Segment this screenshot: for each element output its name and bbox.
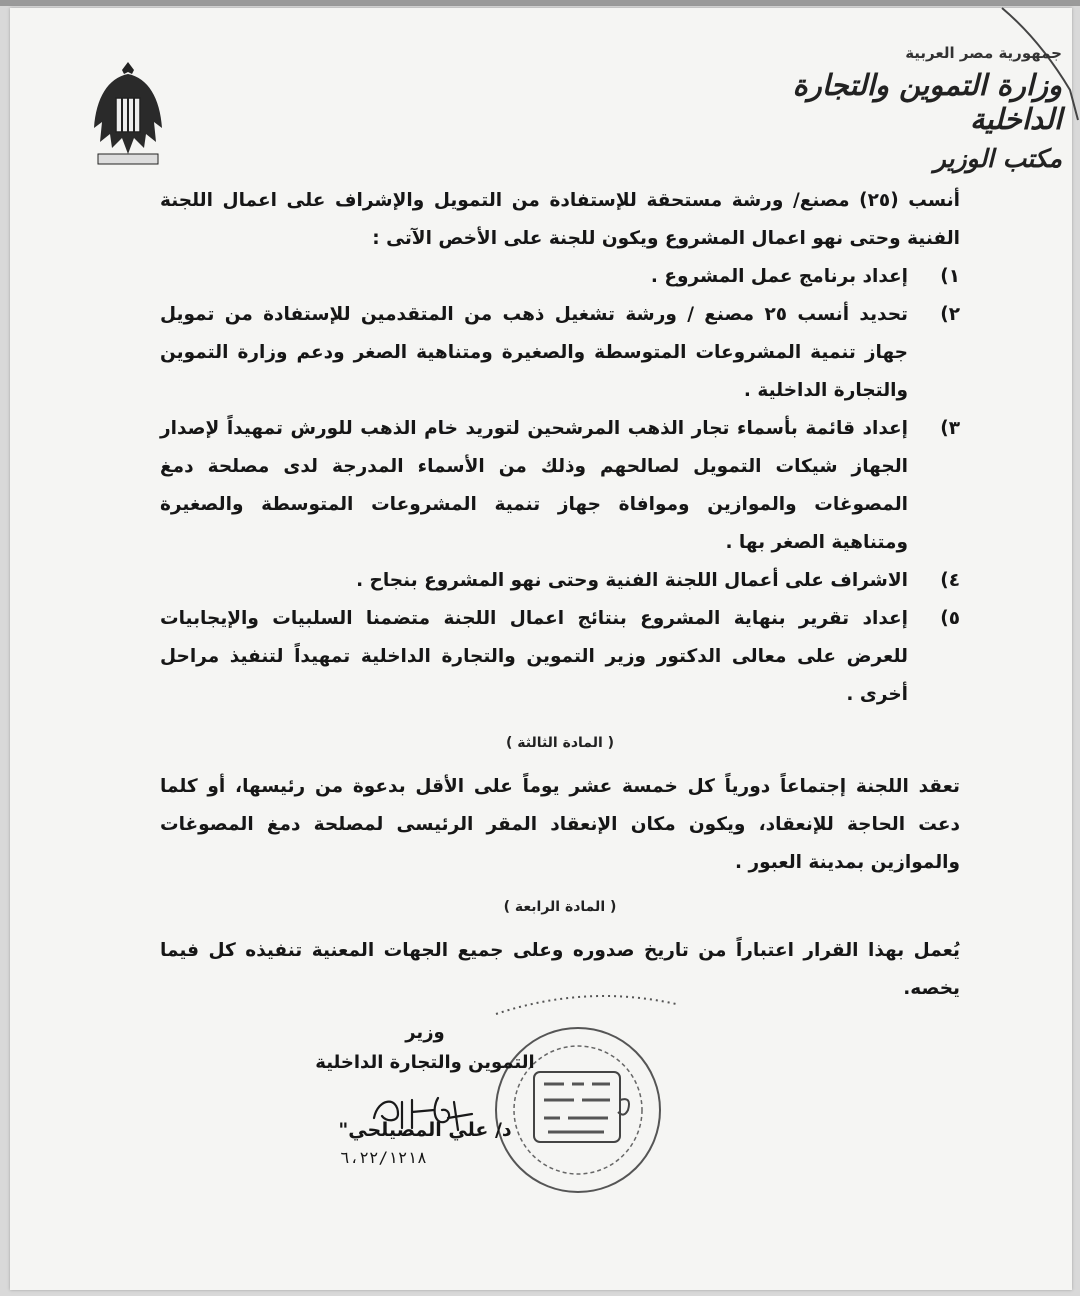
item-number: ٢) (940, 304, 960, 325)
office-name: مكتب الوزير (933, 144, 1062, 173)
signer-title: وزير (405, 1022, 445, 1043)
handwritten-signature (368, 1088, 478, 1138)
item-number: ٥) (940, 608, 960, 629)
item-number: ٤) (940, 570, 960, 591)
list-item (160, 562, 960, 600)
republic-name: جمهورية مصر العربية (905, 44, 1062, 62)
article-three-title: ( المادة الثالثة ) (505, 735, 615, 751)
item-number: ١) (940, 266, 960, 287)
list-item (160, 258, 960, 296)
document-body (160, 182, 960, 1008)
list-item (160, 296, 960, 410)
item-text: إعداد قائمة بأسماء تجار الذهب المرشحين لتوريد خام الذهب للورش تمهيداً لإصدار الجهاز شيكات التمويل لصالحهم وذلك من الأسماء المدرجة لدى مصلحة دمغ المصوغات والموازين وموافاة جهاز تنمية المشروعات المتوسطة والصغيرة ومتناهية الصغر بها . (160, 418, 908, 553)
item-text: إعداد تقرير بنهاية المشروع بنتائج اعمال اللجنة متضمنا السلبيات والإيجابيات للعرض على معالى الدكتور وزير التموين والتجارة الداخلية تمهيداً لتنفيذ مراحل أخرى . (160, 608, 908, 705)
item-text: إعداد برنامج عمل المشروع . (650, 266, 908, 287)
article-four-text: يُعمل بهذا القرار اعتباراً من تاريخ صدوره وعلى جميع الجهات المعنية تنفيذه كل فيما يخصه. (160, 940, 960, 999)
ministry-name: وزارة التموين والتجارة الداخلية (792, 68, 1062, 136)
eagle-emblem-icon (88, 58, 168, 168)
article-three-text: تعقد اللجنة إجتماعاً دورياً كل خمسة عشر يوماً على الأقل بدعوة من رئيسها، أو كلما دعت الحاجة للإنعقاد، ويكون مكان الإنعقاد المقر الرئيسى لمصلحة دمغ المصوغات والموازين بمدينة العبور . (160, 776, 960, 873)
handwritten-number: ٦،٢٢/١٢١٨ (340, 1148, 427, 1167)
item-text: تحديد أنسب ٢٥ مصنع / ورشة تشغيل ذهب من المتقدمين للإستفادة من تمويل جهاز تنمية المشروعات المتوسطة والصغيرة ومتناهية الصغر ودعم وزارة التموين والتجارة الداخلية . (160, 304, 908, 401)
letterhead (732, 44, 1062, 173)
signer-ministry: التموين والتجارة الداخلية (315, 1052, 535, 1073)
article-four-title: ( المادة الرابعة ) (503, 899, 617, 915)
item-number: ٣) (940, 418, 960, 439)
top-border (0, 0, 1080, 6)
signer-name: د/ علي المصيلحي" (338, 1119, 512, 1141)
item-text: الاشراف على أعمال اللجنة الفنية وحتى نهو المشروع بنجاح . (356, 570, 908, 591)
list-item (160, 410, 960, 562)
intro-paragraph: أنسب (٢٥) مصنع/ ورشة مستحقة للإستفادة من التمويل والإشراف على اعمال اللجنة الفنية وحتى نهو اعمال المشروع ويكون للجنة على الأخص الآتى : (160, 190, 960, 249)
list-item (160, 600, 960, 714)
